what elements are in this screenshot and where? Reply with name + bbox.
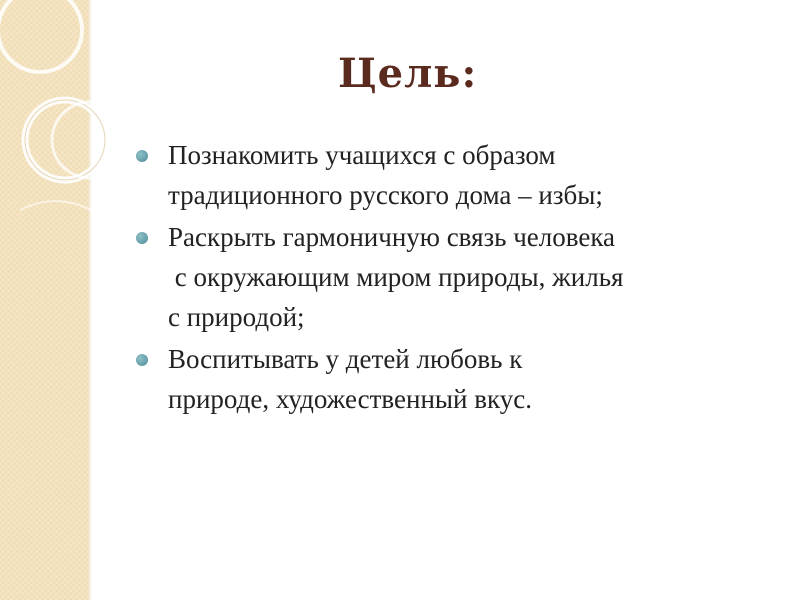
- bullet-item: [130, 135, 780, 215]
- bullet-text-line: Познакомить учащихся с образом: [168, 140, 556, 170]
- circle-bullet-icon: [136, 232, 148, 244]
- bullet-list: [130, 135, 780, 421]
- decorative-rings-icon: [0, 0, 120, 260]
- bullet-item: [130, 339, 780, 419]
- bullet-text-line: природе, художественный вкус.: [168, 384, 532, 414]
- bullet-text-line: с природой;: [168, 302, 305, 332]
- slide-title: Цель:: [338, 50, 478, 97]
- circle-bullet-icon: [136, 354, 148, 366]
- bullet-text-line: традиционного русского дома – избы;: [168, 180, 603, 210]
- bullet-item: [130, 217, 780, 337]
- bullet-text-line: Воспитывать у детей любовь к: [168, 344, 523, 374]
- bullet-text-line: с окружающим миром природы, жилья: [168, 262, 624, 292]
- bullet-text-line: Раскрыть гармоничную связь человека: [168, 222, 616, 252]
- circle-bullet-icon: [136, 150, 148, 162]
